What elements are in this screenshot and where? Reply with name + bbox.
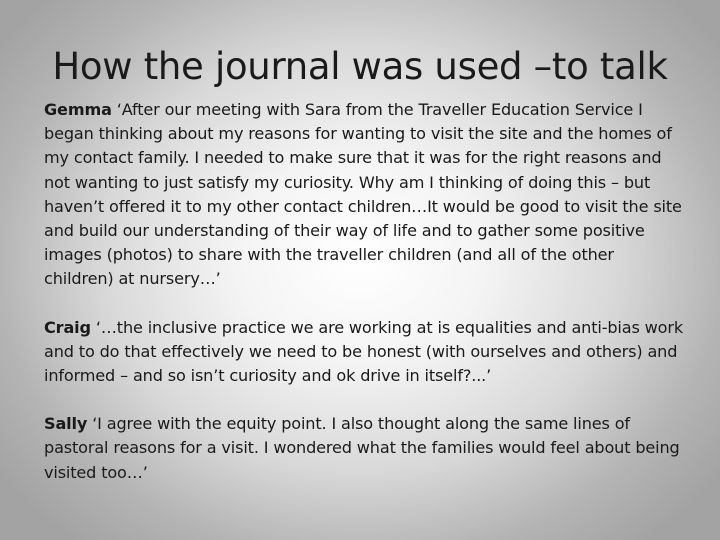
quote-text: ‘…the inclusive practice we are working at is equalities and anti-bias work and to do that effectively we need to be honest (with ourselves and others) and informed – and so isn’t curiosity and ok drive in itself?...’ <box>44 317 684 386</box>
quote-craig <box>44 316 684 389</box>
speaker-name: Gemma <box>44 100 112 119</box>
slide-title: How the journal was used –to talk <box>52 45 668 88</box>
quote-sally <box>44 412 684 485</box>
quote-gemma <box>44 98 684 292</box>
speaker-name: Craig <box>44 317 91 337</box>
quote-text: ‘After our meeting with Sara from the Traveller Education Service I began thinking about my reasons for wanting to visit the site and the homes of my contact family. I needed to make sure that it was for the right reasons and not wanting to just satisfy my curiosity. Why am I thinking of doing this – but haven’t offered it to my other contact children…It would be good to visit the site and build our understanding of their way of life and to gather some positive images (photos) to share with the traveller children (and all of the other children) at nursery…’ <box>44 100 682 289</box>
quote-text: ‘I agree with the equity point. I also thought along the same lines of pastoral reasons for a visit. I wondered what the families would feel about being visited too…’ <box>44 414 680 482</box>
speaker-name: Sally <box>44 414 88 434</box>
slide-body <box>44 98 684 509</box>
